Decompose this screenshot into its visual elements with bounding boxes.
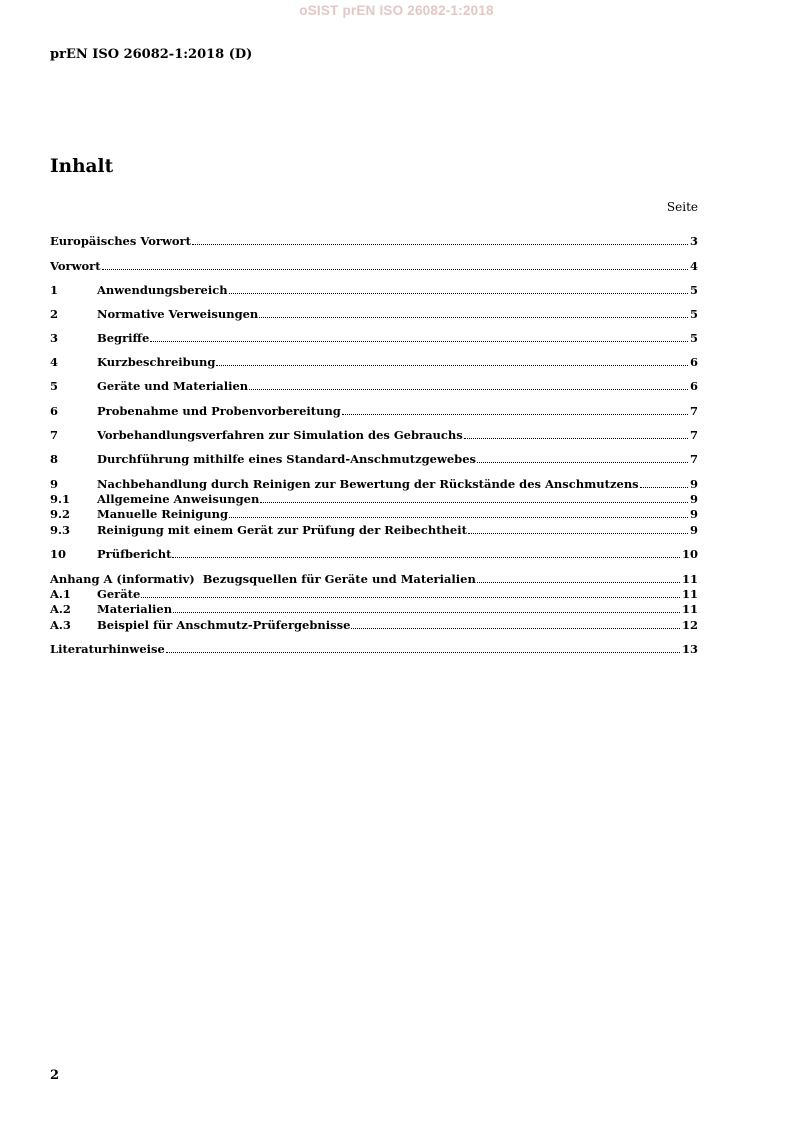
- toc-entry[interactable]: [50, 376, 698, 393]
- toc-leader: [464, 438, 688, 439]
- toc-entry-title: Vorwort: [50, 259, 101, 273]
- toc-entry-page: 6: [689, 355, 698, 369]
- toc-entry-page: 9: [689, 477, 698, 491]
- toc-entry[interactable]: [50, 352, 698, 369]
- toc-entry-title: Geräte und Materialien: [97, 379, 249, 393]
- toc-entry-page: 7: [689, 404, 698, 418]
- toc-entry-page: 11: [681, 587, 698, 601]
- toc-entry-page: 6: [689, 379, 698, 393]
- document-id: prEN ISO 26082-1:2018 (D): [50, 47, 253, 62]
- toc-entry-title: Allgemeine Anweisungen: [97, 492, 260, 506]
- toc-leader: [216, 365, 688, 366]
- toc-leader: [166, 652, 680, 653]
- page-column-label: Seite: [666, 200, 698, 214]
- toc-entry-number: 1: [50, 283, 59, 297]
- toc-entry-page: 7: [689, 428, 698, 442]
- toc-entry-title: Begriffe: [97, 331, 150, 345]
- toc-entry-page: 5: [689, 283, 698, 297]
- toc-leader: [192, 244, 688, 245]
- toc-entry[interactable]: [50, 520, 698, 537]
- toc-entry-page: 11: [681, 572, 698, 586]
- toc-entry-number: 10: [50, 547, 67, 561]
- toc-entry-number: 4: [50, 355, 59, 369]
- toc-entry[interactable]: [50, 401, 698, 418]
- watermark: oSIST prEN ISO 26082-1:2018: [299, 3, 494, 18]
- toc-entry-title: Beispiel für Anschmutz-Prüfergebnisse: [97, 618, 351, 632]
- toc-entry[interactable]: [50, 639, 698, 656]
- toc-entry-page: 11: [681, 602, 698, 616]
- toc-entry-number: 2: [50, 307, 59, 321]
- toc-leader: [260, 502, 688, 503]
- toc-entry-page: 5: [689, 307, 698, 321]
- toc-entry-title: Nachbehandlung durch Reinigen zur Bewertung der Rückstände des Anschmutzens: [97, 477, 639, 491]
- toc-entry-title: Manuelle Reinigung: [97, 507, 229, 521]
- toc-entry-title: Durchführung mithilfe eines Standard-Anschmutzgewebes: [97, 452, 477, 466]
- toc-entry[interactable]: [50, 328, 698, 345]
- toc-entry-title: Europäisches Vorwort: [50, 234, 191, 248]
- toc-entry[interactable]: [50, 304, 698, 321]
- toc-leader: [172, 557, 680, 558]
- toc-entry-number: 6: [50, 404, 59, 418]
- toc-entry[interactable]: [50, 599, 698, 616]
- toc-leader: [173, 612, 680, 613]
- toc-entry-page: 10: [681, 547, 698, 561]
- toc-entry[interactable]: [50, 256, 698, 273]
- toc-entry-title: Vorbehandlungsverfahren zur Simulation des Gebrauchs: [97, 428, 463, 442]
- toc-entry-page: 4: [689, 259, 698, 273]
- toc-leader: [249, 389, 688, 390]
- toc-entry-number: A.2: [50, 602, 71, 616]
- toc-entry-number: 7: [50, 428, 59, 442]
- toc-leader: [351, 628, 680, 629]
- toc-leader: [102, 269, 688, 270]
- toc-entry-page: 9: [689, 492, 698, 506]
- toc-entry-title: Materialien: [97, 602, 173, 616]
- toc-leader: [229, 293, 688, 294]
- toc-entry[interactable]: [50, 504, 698, 521]
- toc-entry-number: 8: [50, 452, 59, 466]
- toc-entry-title: Anhang A (informativ) Bezugsquellen für Geräte und Materialien: [50, 572, 476, 586]
- toc-entry-title: Kurzbeschreibung: [97, 355, 216, 369]
- toc-entry-number: A.1: [50, 587, 71, 601]
- toc-entry-page: 7: [689, 452, 698, 466]
- toc-leader: [150, 341, 688, 342]
- toc-entry-page: 9: [689, 507, 698, 521]
- toc-entry-title: Anwendungsbereich: [97, 283, 228, 297]
- toc-entry-number: A.3: [50, 618, 71, 632]
- toc-entry[interactable]: [50, 449, 698, 466]
- toc-entry-number: 9.1: [50, 492, 71, 506]
- toc-entry-page: 5: [689, 331, 698, 345]
- toc-entry-page: 9: [689, 523, 698, 537]
- toc-entry-title: Reinigung mit einem Gerät zur Prüfung der Reibechtheit: [97, 523, 467, 537]
- toc-entry-number: 9.2: [50, 507, 71, 521]
- page-number: 2: [50, 1068, 60, 1083]
- toc-leader: [640, 487, 688, 488]
- toc-entry[interactable]: [50, 425, 698, 442]
- toc-entry[interactable]: [50, 615, 698, 632]
- toc-entry[interactable]: [50, 231, 698, 248]
- toc-entry-page: 13: [681, 642, 698, 656]
- toc-entry-title: Probenahme und Probenvorbereitung: [97, 404, 341, 418]
- toc-entry-page: 12: [681, 618, 698, 632]
- toc-entry-title: Normative Verweisungen: [97, 307, 259, 321]
- toc-entry-number: 9.3: [50, 523, 71, 537]
- toc-entry[interactable]: [50, 280, 698, 297]
- toc-entry-page: 3: [689, 234, 698, 248]
- toc-entry-number: 9: [50, 477, 59, 491]
- toc-entry-number: 5: [50, 379, 59, 393]
- toc-entry-number: 3: [50, 331, 59, 345]
- toc-entry[interactable]: [50, 544, 698, 561]
- toc-entry-title: Literaturhinweise: [50, 642, 165, 656]
- toc-leader: [342, 414, 688, 415]
- toc-leader: [477, 582, 680, 583]
- toc-heading: Inhalt: [50, 156, 114, 177]
- toc-leader: [141, 597, 680, 598]
- toc-leader: [468, 533, 688, 534]
- toc-leader: [477, 462, 688, 463]
- toc-entry-title: Geräte: [97, 587, 141, 601]
- toc-leader: [229, 517, 688, 518]
- toc-entry-title: Prüfbericht: [97, 547, 172, 561]
- toc-leader: [259, 317, 688, 318]
